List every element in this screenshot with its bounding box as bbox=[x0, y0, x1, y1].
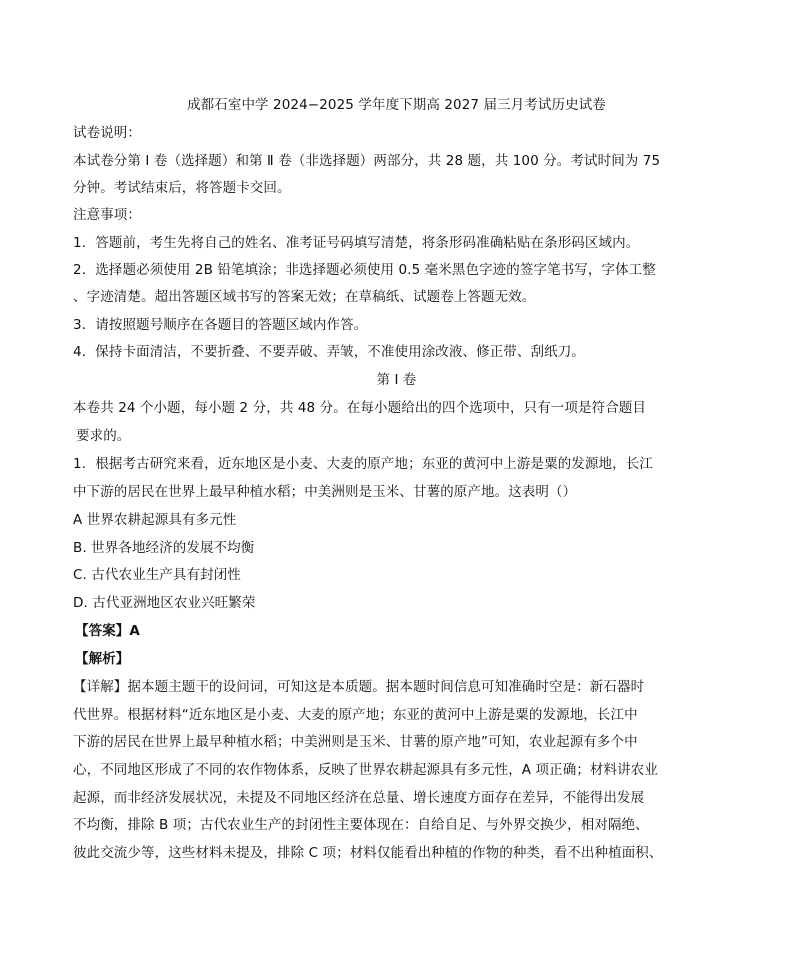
question-stem-line: 中下游的居民在世界上最早种植水稻；中美洲则是玉米、甘薯的原产地。这表明（） bbox=[73, 484, 577, 500]
detail-line: 起源，而非经济发展状况，未提及不同地区经济在总量、增长速度方面存在差异，不能得出发展 bbox=[73, 790, 645, 806]
detail-line: 心，不同地区形成了不同的农作物体系，反映了世界农耕起源具有多元性，A 项正确；材料讲农业 bbox=[73, 762, 658, 778]
instructions-line: 本试卷分第 Ⅰ 卷（选择题）和第 Ⅱ 卷（非选择题）两部分，共 28 题，共 100 分。考试时间为 75 bbox=[73, 153, 661, 169]
note-item-1: 1．答题前，考生先将自己的姓名、准考证号码填写清楚，将条形码准确粘贴在条形码区域内。 bbox=[73, 235, 640, 251]
option-b: B. 世界各地经济的发展不均衡 bbox=[73, 540, 255, 556]
note-item-3: 3．请按照题号顺序在各题目的答题区域内作答。 bbox=[73, 317, 368, 333]
detail-line: 不均衡，排除 B 项；古代农业生产的封闭性主要体现在：自给自足、与外界交换少，相对隔绝、 bbox=[73, 817, 649, 833]
notes-heading: 注意事项： bbox=[73, 207, 141, 223]
note-item-4: 4．保持卡面清洁，不要折叠、不要弄破、弄皱，不准使用涂改液、修正带、刮纸刀。 bbox=[73, 344, 585, 360]
detail-line: 下游的居民在世界上最早种植水稻；中美洲则是玉米、甘薯的原产地”可知，农业起源有多个中 bbox=[73, 734, 638, 750]
exam-title: 成都石室中学 2024−2025 学年度下期高 2027 届三月考试历史试卷 bbox=[187, 97, 606, 113]
analysis-heading: 【解析】 bbox=[75, 651, 130, 667]
detail-line: 彼此交流少等，这些材料未提及，排除 C 项；材料仅能看出种植的作物的种类，看不出种植面积、 bbox=[73, 845, 663, 861]
answer-label: 【答案】A bbox=[75, 623, 140, 639]
detail-line: 代世界。根据材料“近东地区是小麦、大麦的原产地；东亚的黄河中上游是粟的发源地，长江中 bbox=[73, 707, 638, 723]
note-item-2-continued: 、字迹清楚。超出答题区域书写的答案无效；在草稿纸、试题卷上答题无效。 bbox=[73, 289, 536, 305]
option-a: A 世界农耕起源具有多元性 bbox=[73, 512, 237, 528]
instructions-heading: 试卷说明： bbox=[73, 125, 141, 141]
section-intro-line: 要求的。 bbox=[76, 428, 131, 444]
instructions-line: 分钟。考试结束后，将答题卡交回。 bbox=[73, 180, 291, 196]
section-title: 第 Ⅰ 卷 bbox=[376, 372, 417, 388]
option-c: C. 古代农业生产具有封闭性 bbox=[73, 567, 241, 583]
note-item-2: 2．选择题必须使用 2B 铅笔填涂；非选择题必须使用 0.5 毫米黑色字迹的签字笔书写，字体工整 bbox=[73, 262, 656, 278]
question-stem-line: 1．根据考古研究来看，近东地区是小麦、大麦的原产地；东亚的黄河中上游是粟的发源地，长江 bbox=[73, 456, 653, 472]
detail-line: 【详解】据本题主题干的设问词，可知这是本质题。据本题时间信息可知准确时空是：新石器时 bbox=[73, 679, 645, 695]
section-intro-line: 本卷共 24 个小题，每小题 2 分，共 48 分。在每小题给出的四个选项中，只有一项是符合题目 bbox=[73, 400, 646, 416]
option-d: D. 古代亚洲地区农业兴旺繁荣 bbox=[73, 595, 256, 611]
